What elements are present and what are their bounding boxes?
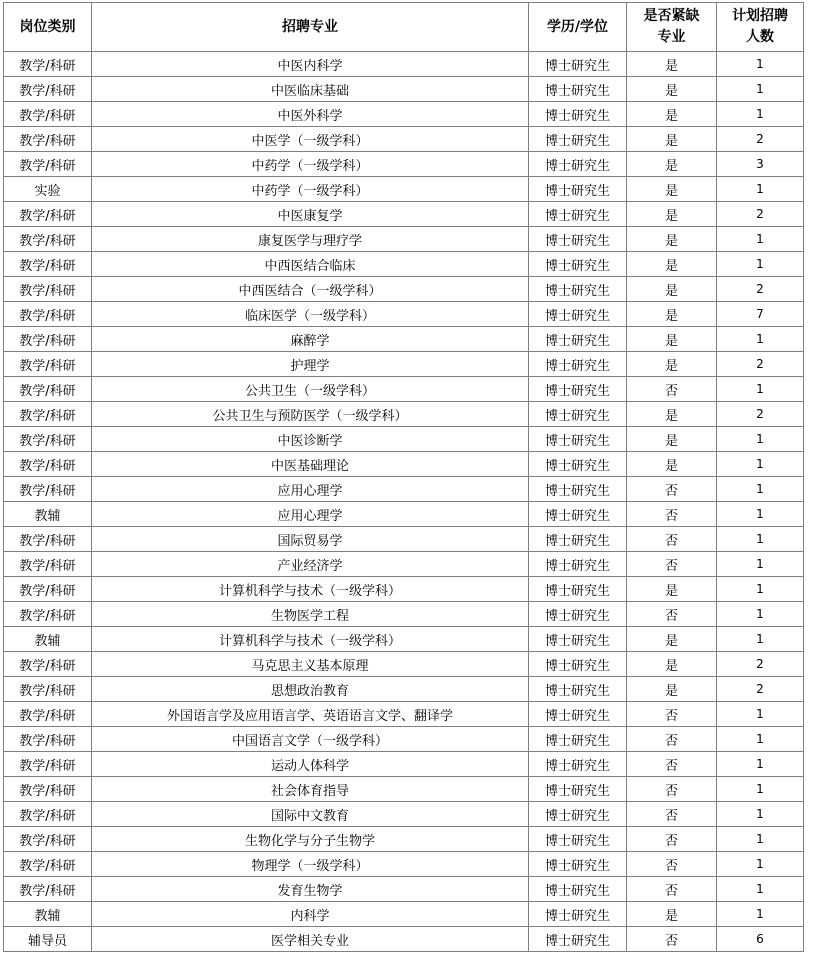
header-count-line1: 计划招聘 [732,8,788,24]
cell-count: 1 [717,752,804,777]
cell-category: 教学/科研 [4,352,92,377]
cell-shortage: 否 [627,752,717,777]
cell-shortage: 否 [627,727,717,752]
cell-major: 物理学（一级学科） [92,852,529,877]
cell-category: 教学/科研 [4,477,92,502]
table-row [4,227,804,252]
cell-degree: 博士研究生 [529,352,627,377]
table-row [4,677,804,702]
table-row [4,102,804,127]
cell-degree: 博士研究生 [529,577,627,602]
cell-shortage: 是 [627,177,717,202]
table-row [4,202,804,227]
cell-degree: 博士研究生 [529,627,627,652]
cell-category: 教辅 [4,627,92,652]
table-row [4,927,804,952]
cell-degree: 博士研究生 [529,877,627,902]
cell-count: 2 [717,127,804,152]
cell-count: 1 [717,702,804,727]
cell-category: 教学/科研 [4,202,92,227]
cell-degree: 博士研究生 [529,302,627,327]
cell-count: 2 [717,677,804,702]
cell-degree: 博士研究生 [529,427,627,452]
cell-category: 教学/科研 [4,802,92,827]
table-row [4,652,804,677]
cell-category: 教学/科研 [4,402,92,427]
cell-shortage: 是 [627,427,717,452]
header-count [717,3,804,52]
cell-count: 1 [717,52,804,77]
cell-degree: 博士研究生 [529,927,627,952]
cell-category: 教学/科研 [4,327,92,352]
cell-category: 教学/科研 [4,677,92,702]
header-category: 岗位类别 [4,3,92,52]
cell-major: 产业经济学 [92,552,529,577]
recruitment-table [3,2,804,952]
cell-major: 内科学 [92,902,529,927]
cell-degree: 博士研究生 [529,127,627,152]
cell-degree: 博士研究生 [529,752,627,777]
cell-count: 1 [717,477,804,502]
cell-count: 1 [717,327,804,352]
cell-degree: 博士研究生 [529,477,627,502]
cell-shortage: 否 [627,877,717,902]
cell-count: 2 [717,402,804,427]
cell-count: 1 [717,802,804,827]
cell-major: 临床医学（一级学科） [92,302,529,327]
cell-category: 教学/科研 [4,652,92,677]
cell-count: 1 [717,77,804,102]
cell-category: 教学/科研 [4,852,92,877]
cell-shortage: 否 [627,852,717,877]
cell-category: 辅导员 [4,927,92,952]
cell-category: 教学/科研 [4,52,92,77]
cell-major: 中西医结合（一级学科） [92,277,529,302]
cell-count: 3 [717,152,804,177]
cell-major: 中医内科学 [92,52,529,77]
cell-category: 教学/科研 [4,252,92,277]
cell-major: 中医诊断学 [92,427,529,452]
table-row [4,377,804,402]
cell-degree: 博士研究生 [529,227,627,252]
table-body [4,52,804,952]
cell-count: 7 [717,302,804,327]
cell-count: 1 [717,377,804,402]
cell-major: 生物化学与分子生物学 [92,827,529,852]
table-row [4,477,804,502]
cell-count: 1 [717,177,804,202]
cell-major: 护理学 [92,352,529,377]
cell-major: 思想政治教育 [92,677,529,702]
cell-major: 国际中文教育 [92,802,529,827]
cell-major: 运动人体科学 [92,752,529,777]
cell-count: 2 [717,277,804,302]
cell-major: 麻醉学 [92,327,529,352]
cell-shortage: 是 [627,652,717,677]
table-row [4,727,804,752]
cell-major: 公共卫生与预防医学（一级学科） [92,402,529,427]
table-row [4,777,804,802]
cell-degree: 博士研究生 [529,277,627,302]
cell-category: 教学/科研 [4,827,92,852]
cell-shortage: 否 [627,527,717,552]
cell-major: 国际贸易学 [92,527,529,552]
cell-category: 教学/科研 [4,752,92,777]
cell-count: 1 [717,627,804,652]
table-row [4,852,804,877]
cell-count: 1 [717,777,804,802]
cell-shortage: 是 [627,152,717,177]
cell-degree: 博士研究生 [529,152,627,177]
cell-count: 1 [717,902,804,927]
cell-major: 中药学（一级学科） [92,152,529,177]
cell-category: 教学/科研 [4,302,92,327]
cell-degree: 博士研究生 [529,552,627,577]
cell-degree: 博士研究生 [529,727,627,752]
cell-degree: 博士研究生 [529,777,627,802]
table-row [4,302,804,327]
cell-category: 教学/科研 [4,452,92,477]
cell-shortage: 否 [627,552,717,577]
cell-count: 1 [717,602,804,627]
cell-shortage: 是 [627,327,717,352]
cell-category: 教学/科研 [4,552,92,577]
cell-shortage: 是 [627,627,717,652]
cell-count: 1 [717,227,804,252]
table-row [4,827,804,852]
cell-shortage: 否 [627,702,717,727]
table-row [4,877,804,902]
cell-degree: 博士研究生 [529,327,627,352]
cell-degree: 博士研究生 [529,502,627,527]
cell-degree: 博士研究生 [529,52,627,77]
cell-major: 外国语言学及应用语言学、英语语言文学、翻译学 [92,702,529,727]
cell-shortage: 是 [627,277,717,302]
cell-major: 中医康复学 [92,202,529,227]
cell-category: 教学/科研 [4,77,92,102]
cell-shortage: 是 [627,202,717,227]
cell-shortage: 否 [627,602,717,627]
cell-major: 社会体育指导 [92,777,529,802]
header-major: 招聘专业 [92,3,529,52]
table-row [4,352,804,377]
table-row [4,427,804,452]
header-shortage [627,3,717,52]
cell-degree: 博士研究生 [529,102,627,127]
table-row [4,527,804,552]
table-row [4,77,804,102]
cell-degree: 博士研究生 [529,527,627,552]
cell-major: 应用心理学 [92,502,529,527]
cell-category: 教学/科研 [4,427,92,452]
cell-major: 计算机科学与技术（一级学科） [92,627,529,652]
cell-major: 康复医学与理疗学 [92,227,529,252]
cell-degree: 博士研究生 [529,402,627,427]
table-row [4,752,804,777]
cell-degree: 博士研究生 [529,902,627,927]
table-row [4,702,804,727]
cell-category: 教学/科研 [4,277,92,302]
cell-category: 教辅 [4,502,92,527]
cell-count: 1 [717,577,804,602]
cell-count: 1 [717,727,804,752]
cell-shortage: 是 [627,52,717,77]
table-row [4,627,804,652]
cell-major: 发育生物学 [92,877,529,902]
cell-major: 中药学（一级学科） [92,177,529,202]
cell-major: 中医学（一级学科） [92,127,529,152]
table-row [4,177,804,202]
cell-category: 教学/科研 [4,102,92,127]
cell-major: 中医临床基础 [92,77,529,102]
cell-category: 教学/科研 [4,377,92,402]
cell-category: 教学/科研 [4,152,92,177]
table-row [4,902,804,927]
table-row [4,152,804,177]
cell-count: 1 [717,502,804,527]
cell-count: 1 [717,877,804,902]
cell-major: 医学相关专业 [92,927,529,952]
table-row [4,577,804,602]
cell-shortage: 是 [627,352,717,377]
cell-degree: 博士研究生 [529,202,627,227]
cell-category: 教学/科研 [4,127,92,152]
cell-category: 教学/科研 [4,727,92,752]
cell-category: 教辅 [4,902,92,927]
cell-count: 1 [717,452,804,477]
cell-degree: 博士研究生 [529,77,627,102]
cell-major: 马克思主义基本原理 [92,652,529,677]
cell-category: 实验 [4,177,92,202]
cell-count: 1 [717,852,804,877]
header-row [4,3,804,52]
cell-shortage: 是 [627,127,717,152]
table-row [4,252,804,277]
cell-major: 生物医学工程 [92,602,529,627]
table-row [4,277,804,302]
cell-shortage: 否 [627,477,717,502]
cell-degree: 博士研究生 [529,602,627,627]
cell-category: 教学/科研 [4,577,92,602]
cell-shortage: 否 [627,377,717,402]
table-row [4,552,804,577]
cell-count: 1 [717,102,804,127]
cell-shortage: 是 [627,102,717,127]
cell-major: 中国语言文学（一级学科） [92,727,529,752]
header-shortage-line2: 专业 [657,29,686,45]
cell-count: 6 [717,927,804,952]
cell-count: 2 [717,652,804,677]
cell-degree: 博士研究生 [529,702,627,727]
table-row [4,52,804,77]
cell-degree: 博士研究生 [529,652,627,677]
cell-degree: 博士研究生 [529,677,627,702]
cell-shortage: 否 [627,502,717,527]
table-row [4,402,804,427]
cell-count: 1 [717,252,804,277]
cell-degree: 博士研究生 [529,802,627,827]
table-row [4,327,804,352]
cell-category: 教学/科研 [4,702,92,727]
cell-count: 2 [717,352,804,377]
cell-major: 计算机科学与技术（一级学科） [92,577,529,602]
cell-degree: 博士研究生 [529,852,627,877]
cell-count: 1 [717,427,804,452]
cell-count: 1 [717,552,804,577]
cell-degree: 博士研究生 [529,252,627,277]
header-count-line2: 人数 [746,29,774,45]
cell-category: 教学/科研 [4,527,92,552]
cell-degree: 博士研究生 [529,177,627,202]
cell-degree: 博士研究生 [529,377,627,402]
cell-major: 中西医结合临床 [92,252,529,277]
cell-degree: 博士研究生 [529,827,627,852]
cell-shortage: 是 [627,302,717,327]
table-row [4,127,804,152]
cell-degree: 博士研究生 [529,452,627,477]
header-degree: 学历/学位 [529,3,627,52]
cell-shortage: 是 [627,677,717,702]
cell-shortage: 是 [627,252,717,277]
cell-major: 公共卫生（一级学科） [92,377,529,402]
cell-category: 教学/科研 [4,602,92,627]
table-row [4,602,804,627]
cell-shortage: 否 [627,777,717,802]
cell-shortage: 是 [627,77,717,102]
cell-shortage: 否 [627,827,717,852]
cell-shortage: 是 [627,227,717,252]
cell-shortage: 是 [627,452,717,477]
cell-shortage: 是 [627,402,717,427]
cell-count: 1 [717,527,804,552]
cell-count: 2 [717,202,804,227]
cell-major: 中医基础理论 [92,452,529,477]
cell-category: 教学/科研 [4,777,92,802]
cell-shortage: 否 [627,802,717,827]
cell-major: 中医外科学 [92,102,529,127]
table-row [4,452,804,477]
cell-category: 教学/科研 [4,227,92,252]
table-row [4,802,804,827]
cell-category: 教学/科研 [4,877,92,902]
cell-major: 应用心理学 [92,477,529,502]
cell-shortage: 是 [627,902,717,927]
table-row [4,502,804,527]
cell-shortage: 是 [627,577,717,602]
cell-shortage: 否 [627,927,717,952]
cell-count: 1 [717,827,804,852]
header-shortage-line1: 是否紧缺 [643,8,700,24]
